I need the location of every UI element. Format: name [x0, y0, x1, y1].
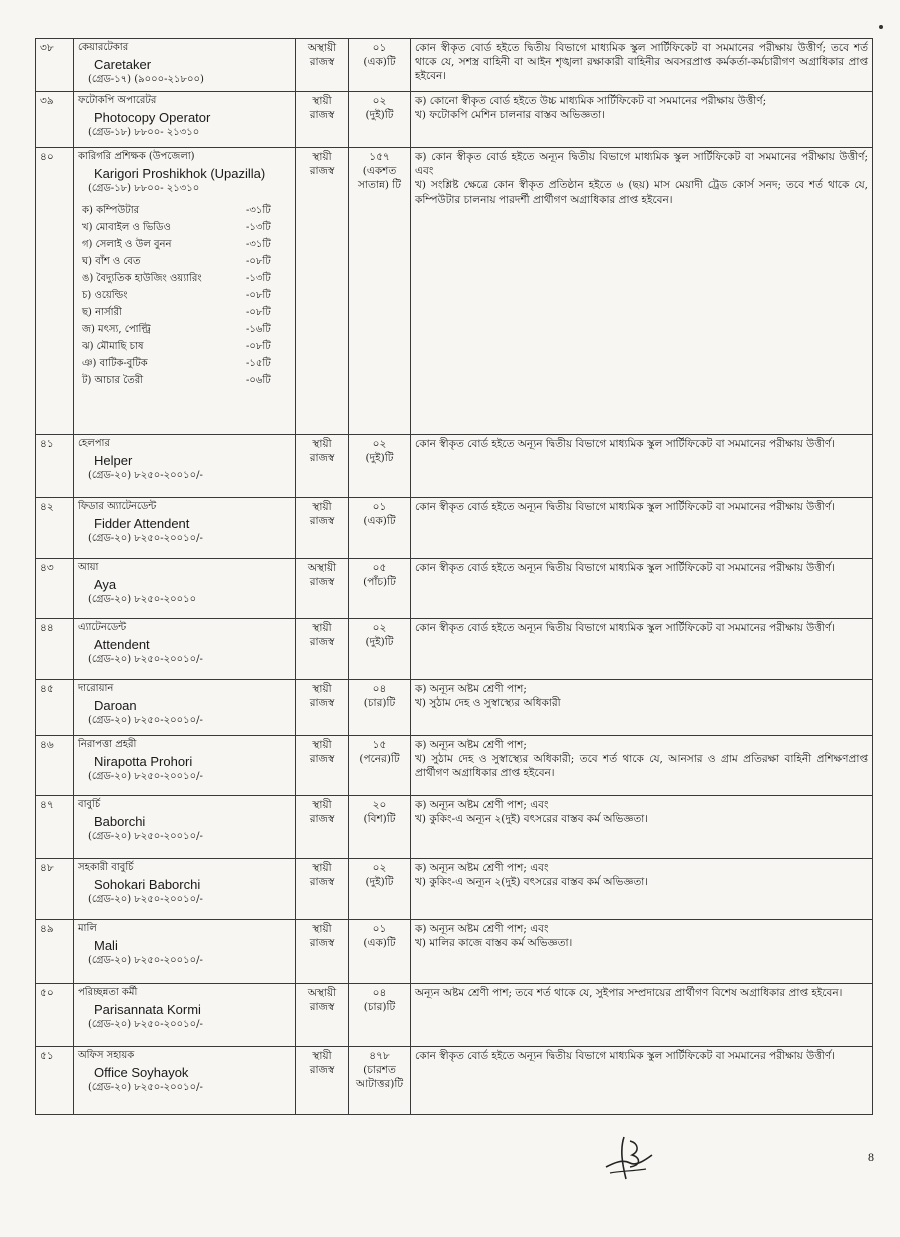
post-count: ০২: [372, 438, 387, 450]
qualification-cell: [411, 39, 873, 92]
post-name-bangla: বাবুর্চি: [78, 799, 101, 810]
post-cell: [74, 435, 296, 498]
type-cell: [296, 498, 349, 559]
qualification-line: খ) সুঠাম দেহ ও সুস্বাস্থ্যের অধিকারী: [415, 697, 561, 710]
qualification-line: ক) অন্যূন অষ্টম শ্রেণী পাশ; এবং: [415, 923, 549, 935]
post-type: রাজস্ব: [309, 636, 335, 649]
post-cell: [74, 559, 296, 619]
trade-count: -০৬টি: [246, 374, 271, 386]
post-type: রাজস্ব: [309, 753, 335, 766]
post-count: (এক)টি: [363, 515, 396, 528]
qualification-cell: [411, 498, 873, 559]
trade-count: -০৮টি: [246, 289, 271, 301]
post-cell: [74, 736, 296, 796]
table-row: [36, 859, 873, 920]
type-cell: [296, 619, 349, 680]
grade-scale: (গ্রেড-২০) ৮২৫০-২০০১০/-: [88, 715, 203, 727]
trade-item: [78, 372, 282, 389]
post-name-english: Caretaker: [94, 56, 152, 72]
count-cell: [349, 148, 411, 435]
grade-scale: (গ্রেড-২০) ৮২৫০-২০০১০: [88, 594, 197, 606]
post-type: রাজস্ব: [309, 1064, 335, 1077]
post-type: স্থায়ী: [312, 1050, 332, 1062]
count-cell: [349, 39, 411, 92]
type-cell: [296, 559, 349, 619]
post-name-bangla: ফিডার অ্যাটেনডেন্ট: [78, 501, 157, 512]
trade-count: -০৮টি: [246, 306, 271, 318]
trade-count: -৩১টি: [246, 204, 271, 216]
qualification-cell: [411, 984, 873, 1047]
post-type: অস্থায়ী: [307, 987, 337, 999]
post-cell: [74, 148, 296, 435]
post-type: অস্থায়ী: [307, 562, 337, 574]
post-cell: [74, 680, 296, 736]
trade-item: [78, 321, 282, 338]
post-count: (একশত: [362, 165, 397, 178]
post-name-english: Sohokari Baborchi: [94, 876, 201, 892]
qualification-line: কোন স্বীকৃত বোর্ড হইতে দ্বিতীয় বিভাগে মাধ্যমিক স্কুল সার্টিফিকেট বা সমমানের পরীক্ষায় উত্তীর্ণ; তবে শর্ত থাকে যে, সশস্ত্র বাহিনী বা আইন শৃঙ্খলা রক্ষাকারী বাহিনীর অবসরপ্রাপ্ত কর্মকর্তা-কর্মচারীগণ অগ্রাধিকার প্রাপ্ত হইবেন।: [415, 42, 868, 83]
table-row: [36, 1047, 873, 1115]
qualification-cell: [411, 148, 873, 435]
post-name-bangla: কেয়ারটেকার: [78, 42, 129, 53]
grade-scale: (গ্রেড-২০) ৮২৫০-২০০১০/-: [88, 533, 203, 545]
post-count: ০২: [372, 862, 387, 874]
qualification-line: খ) সুঠাম দেহ ও সুস্বাস্থ্যের অধিকারী; তবে শর্ত থাকে যে, আনসার ও গ্রাম প্রতিরক্ষা বাহিনী প্রশিক্ষণপ্রাপ্ত প্রার্থীগণ অগ্রাধিকার প্রাপ্ত হইবেন।: [415, 753, 868, 780]
post-type: রাজস্ব: [309, 937, 335, 950]
post-count: ০১: [372, 501, 387, 513]
trade-name: জ) মৎস্য, পোল্ট্রি: [82, 323, 151, 335]
post-name-bangla: অফিস সহায়ক: [78, 1050, 135, 1061]
post-type: রাজস্ব: [309, 56, 335, 69]
trade-count: -১৩টি: [246, 221, 271, 233]
trade-item: [78, 304, 282, 321]
grade-scale: (গ্রেড-১৭) (৯০০০-২১৮০০): [88, 74, 204, 86]
trade-breakdown: [78, 202, 291, 389]
count-cell: [349, 92, 411, 148]
post-cell: [74, 859, 296, 920]
post-name-english: Karigori Proshikhok (Upazilla): [94, 165, 266, 181]
post-name-english: Photocopy Operator: [94, 109, 211, 125]
count-cell: [349, 796, 411, 859]
post-count: (বিশ)টি: [363, 813, 396, 826]
post-count: ০২: [372, 95, 387, 107]
post-count: ১৫: [372, 739, 387, 751]
qualification-cell: [411, 796, 873, 859]
qualification-line: কোন স্বীকৃত বোর্ড হইতে অন্যূন দ্বিতীয় বিভাগে মাধ্যমিক স্কুল সার্টিফিকেট বা সমমানের পরীক্ষায় উত্তীর্ণ।: [415, 1050, 835, 1062]
grade-scale: (গ্রেড-২০) ৮২৫০-২০০১০/-: [88, 1019, 203, 1031]
count-cell: [349, 984, 411, 1047]
grade-scale: (গ্রেড-২০) ৮২৫০-২০০১০/-: [88, 654, 203, 666]
qualification-line: ক) অন্যূন অষ্টম শ্রেণী পাশ;: [415, 739, 527, 751]
trade-count: -৩১টি: [246, 238, 271, 250]
qualification-cell: [411, 736, 873, 796]
post-count: (পনের)টি: [359, 753, 400, 766]
qualification-line: খ) ফটোকপি মেশিন চালনার বাস্তব অভিজ্ঞতা।: [415, 109, 605, 122]
type-cell: [296, 39, 349, 92]
trade-count: -১৬টি: [246, 323, 271, 335]
trade-name: গ) সেলাই ও উল বুনন: [82, 238, 172, 250]
serial-number: ৪০: [36, 148, 74, 435]
post-name-bangla: নিরাপত্তা প্রহরী: [78, 739, 137, 750]
post-type: স্থায়ী: [312, 622, 332, 634]
count-cell: [349, 619, 411, 680]
trade-name: ঝ) মৌমাছি চাষ: [82, 340, 144, 352]
trade-count: -০৮টি: [246, 255, 271, 267]
post-count: (দুই)টি: [365, 452, 394, 465]
post-cell: [74, 984, 296, 1047]
serial-number: ৪১: [36, 435, 74, 498]
post-cell: [74, 619, 296, 680]
qualification-cell: [411, 680, 873, 736]
type-cell: [296, 680, 349, 736]
post-name-bangla: আয়া: [78, 562, 99, 573]
post-name-bangla: এ্যাটেনডেন্ট: [78, 622, 127, 633]
post-type: রাজস্ব: [309, 813, 335, 826]
post-name-bangla: সহকারী বাবুর্চি: [78, 862, 134, 873]
post-type: স্থায়ী: [312, 501, 332, 513]
qualification-line: কোন স্বীকৃত বোর্ড হইতে অন্যূন দ্বিতীয় বিভাগে মাধ্যমিক স্কুল সার্টিফিকেট বা সমমানের পরীক্ষায় উত্তীর্ণ।: [415, 622, 835, 634]
table-row: [36, 619, 873, 680]
serial-number: ৪৯: [36, 920, 74, 984]
trade-name: ঞ) বাটিক-বুটিক: [82, 357, 148, 369]
serial-number: ৪৮: [36, 859, 74, 920]
post-name-english: Parisannata Kormi: [94, 1001, 201, 1017]
grade-scale: (গ্রেড-২০) ৮২৫০-২০০১০/-: [88, 771, 203, 783]
serial-number: ৩৯: [36, 92, 74, 148]
trade-item: [78, 236, 282, 253]
post-cell: [74, 92, 296, 148]
job-vacancy-table: [35, 38, 873, 1115]
type-cell: [296, 859, 349, 920]
table-row: [36, 984, 873, 1047]
qualification-line: ক) অন্যূন অষ্টম শ্রেণী পাশ; এবং: [415, 862, 549, 874]
post-count: (চার)টি: [363, 697, 396, 710]
trade-item: [78, 202, 282, 219]
post-cell: [74, 1047, 296, 1115]
post-cell: [74, 920, 296, 984]
type-cell: [296, 92, 349, 148]
post-type: রাজস্ব: [309, 165, 335, 178]
qualification-cell: [411, 435, 873, 498]
count-cell: [349, 435, 411, 498]
post-type: স্থায়ী: [312, 683, 332, 695]
post-count: ২০: [372, 799, 387, 811]
serial-number: ৩৮: [36, 39, 74, 92]
grade-scale: (গ্রেড-২০) ৮২৫০-২০০১০/-: [88, 894, 203, 906]
type-cell: [296, 435, 349, 498]
grade-scale: (গ্রেড-২০) ৮২৫০-২০০১০/-: [88, 1082, 203, 1094]
type-cell: [296, 984, 349, 1047]
post-type: স্থায়ী: [312, 862, 332, 874]
type-cell: [296, 920, 349, 984]
trade-count: -১৫টি: [246, 357, 271, 369]
qualification-line: অন্যূন অষ্টম শ্রেণী পাশ; তবে শর্ত থাকে যে, সুইপার সম্প্রদায়ের প্রার্থীগণ বিশেষ অগ্রাধিকার প্রাপ্ত হইবেন।: [415, 987, 843, 999]
trade-item: [78, 219, 282, 236]
qualification-cell: [411, 619, 873, 680]
post-type: রাজস্ব: [309, 452, 335, 465]
count-cell: [349, 680, 411, 736]
post-count: (এক)টি: [363, 56, 396, 69]
qualification-line: ক) অন্যূন অষ্টম শ্রেণী পাশ; এবং: [415, 799, 549, 811]
trade-item: [78, 338, 282, 355]
post-type: স্থায়ী: [312, 799, 332, 811]
trade-item: [78, 270, 282, 287]
qualification-cell: [411, 920, 873, 984]
post-count: (দুই)টি: [365, 109, 394, 122]
post-name-english: Helper: [94, 452, 133, 468]
post-count: আটাত্তর)টি: [355, 1078, 404, 1091]
qualification-line: ক) কোনো স্বীকৃত বোর্ড হইতে উচ্চ মাধ্যমিক সার্টিফিকেট বা সমমানের পরীক্ষায় উত্তীর্ণ;: [415, 95, 767, 107]
count-cell: [349, 498, 411, 559]
qualification-line: ক) কোন স্বীকৃত বোর্ড হইতে অন্যূন দ্বিতীয় বিভাগে মাধ্যমিক স্কুল সার্টিফিকেট বা সমমানের পরীক্ষায় উত্তীর্ণ; এবং: [415, 151, 868, 178]
table-row: [36, 920, 873, 984]
post-type: রাজস্ব: [309, 109, 335, 122]
post-count: ০১: [372, 42, 387, 54]
qualification-cell: [411, 92, 873, 148]
post-type: স্থায়ী: [312, 95, 332, 107]
grade-scale: (গ্রেড-২০) ৮২৫০-২০০১০/-: [88, 831, 203, 843]
job-table-body: [36, 39, 873, 1115]
serial-number: ৪৪: [36, 619, 74, 680]
trade-name: ছ) নার্সারী: [82, 306, 122, 318]
post-count: (এক)টি: [363, 937, 396, 950]
trade-name: ক) কম্পিউটার: [82, 204, 140, 216]
table-row: [36, 92, 873, 148]
serial-number: ৫০: [36, 984, 74, 1047]
post-type: স্থায়ী: [312, 151, 332, 163]
post-name-english: Aya: [94, 576, 117, 592]
post-count: ৪৭৮: [369, 1050, 390, 1062]
count-cell: [349, 736, 411, 796]
post-type: রাজস্ব: [309, 697, 335, 710]
post-count: ০৪: [372, 683, 387, 695]
qualification-line: কোন স্বীকৃত বোর্ড হইতে অন্যূন দ্বিতীয় বিভাগে মাধ্যমিক স্কুল সার্টিফিকেট বা সমমানের পরীক্ষায় উত্তীর্ণ।: [415, 562, 835, 574]
qualification-line: কোন স্বীকৃত বোর্ড হইতে অন্যূন দ্বিতীয় বিভাগে মাধ্যমিক স্কুল সার্টিফিকেট বা সমমানের পরীক্ষায় উত্তীর্ণ।: [415, 501, 835, 513]
trade-name: চ) ওয়েল্ডিং: [82, 289, 128, 301]
post-type: স্থায়ী: [312, 438, 332, 450]
signature-mark: [600, 1133, 658, 1183]
post-cell: [74, 796, 296, 859]
qualification-line: কোন স্বীকৃত বোর্ড হইতে অন্যূন দ্বিতীয় বিভাগে মাধ্যমিক স্কুল সার্টিফিকেট বা সমমানের পরীক্ষায় উত্তীর্ণ।: [415, 438, 835, 450]
post-name-english: Fidder Attendent: [94, 515, 190, 531]
post-name-english: Baborchi: [94, 813, 146, 829]
type-cell: [296, 736, 349, 796]
qualification-line: ক) অন্যূন অষ্টম শ্রেণী পাশ;: [415, 683, 527, 695]
trade-item: [78, 287, 282, 304]
page-number: 8: [868, 1150, 874, 1164]
post-type: স্থায়ী: [312, 739, 332, 751]
qualification-line: খ) কুকিং-এ অন্যূন ২(দুই) বৎসরের বাস্তব কর্ম অভিজ্ঞতা।: [415, 876, 649, 889]
post-name-english: Mali: [94, 937, 118, 953]
post-count: (দুই)টি: [365, 636, 394, 649]
serial-number: ৪৬: [36, 736, 74, 796]
post-name-bangla: পরিচ্ছন্নতা কর্মী: [78, 987, 138, 998]
post-count: ০২: [372, 622, 387, 634]
qualification-cell: [411, 559, 873, 619]
post-count: (চারশত: [363, 1064, 396, 1077]
post-type: স্থায়ী: [312, 923, 332, 935]
qualification-line: খ) মালির কাজে বাস্তব কর্ম অভিজ্ঞতা।: [415, 937, 573, 950]
post-type: রাজস্ব: [309, 515, 335, 528]
qualification-line: খ) কুকিং-এ অন্যূন ২(দুই) বৎসরের বাস্তব কর্ম অভিজ্ঞতা।: [415, 813, 649, 826]
count-cell: [349, 1047, 411, 1115]
post-name-english: Nirapotta Prohori: [94, 753, 193, 769]
post-name-bangla: দারোয়ান: [78, 683, 114, 694]
post-name-bangla: হেলপার: [78, 438, 110, 449]
count-cell: [349, 920, 411, 984]
table-row: [36, 148, 873, 435]
post-cell: [74, 498, 296, 559]
post-count: ১৫৭: [369, 151, 390, 163]
count-cell: [349, 559, 411, 619]
serial-number: ৪৩: [36, 559, 74, 619]
qualification-cell: [411, 1047, 873, 1115]
post-type: রাজস্ব: [309, 876, 335, 889]
qualification-line: খ) সংশ্লিষ্ট ক্ষেত্রে কোন স্বীকৃত প্রতিষ্ঠান হইতে ৬ (ছয়) মাস মেয়াদী ট্রেড কোর্স সনদ; তবে শর্ত থাকে যে, কম্পিউটার চালনায় পারদর্শী প্রার্থীগণ অগ্রাধিকার প্রাপ্ত হইবেন।: [415, 179, 868, 206]
trade-item: [78, 253, 282, 270]
post-name-bangla: ফটোকপি অপারেটর: [78, 95, 157, 106]
table-row: [36, 39, 873, 92]
post-name-bangla: কারিগরি প্রশিক্ষক (উপজেলা): [78, 151, 195, 162]
post-name-bangla: মালি: [78, 923, 97, 934]
count-cell: [349, 859, 411, 920]
trade-name: ঙ) বৈদ্যুতিক হাউজিং ওয়্যারিং: [82, 272, 202, 284]
trade-count: -১৩টি: [246, 272, 271, 284]
table-row: [36, 796, 873, 859]
trade-name: ট) আচার তৈরী: [82, 374, 144, 386]
serial-number: ৪৭: [36, 796, 74, 859]
table-row: [36, 680, 873, 736]
post-count: ০৫: [372, 562, 387, 574]
post-count: ০১: [372, 923, 387, 935]
serial-number: ৪২: [36, 498, 74, 559]
grade-scale: (গ্রেড-২০) ৮২৫০-২০০১০/-: [88, 470, 203, 482]
serial-number: ৫১: [36, 1047, 74, 1115]
post-type: রাজস্ব: [309, 1001, 335, 1014]
post-name-english: Office Soyhayok: [94, 1064, 189, 1080]
table-row: [36, 498, 873, 559]
post-count: (দুই)টি: [365, 876, 394, 889]
post-type: অস্থায়ী: [307, 42, 337, 54]
type-cell: [296, 1047, 349, 1115]
post-cell: [74, 39, 296, 92]
post-count: (পাঁচ)টি: [363, 576, 396, 589]
table-row: [36, 559, 873, 619]
grade-scale: (গ্রেড-১৮) ৮৮০০- ২১৩১০: [88, 183, 200, 195]
trade-name: খ) মোবাইল ও ভিডিও: [82, 221, 171, 233]
post-name-english: Attendent: [94, 636, 150, 652]
post-name-english: Daroan: [94, 697, 137, 713]
serial-number: ৪৫: [36, 680, 74, 736]
job-table-sheet: [35, 38, 872, 1115]
table-row: [36, 435, 873, 498]
table-row: [36, 736, 873, 796]
type-cell: [296, 796, 349, 859]
post-count: (চার)টি: [363, 1001, 396, 1014]
trade-count: -০৮টি: [246, 340, 271, 352]
post-count: ০৪: [372, 987, 387, 999]
post-type: রাজস্ব: [309, 576, 335, 589]
ink-mark: [879, 25, 883, 29]
grade-scale: (গ্রেড-২০) ৮২৫০-২০০১০/-: [88, 955, 203, 967]
grade-scale: (গ্রেড-১৮) ৮৮০০- ২১৩১০: [88, 127, 200, 139]
qualification-cell: [411, 859, 873, 920]
trade-name: ঘ) বাঁশ ও বেত: [82, 255, 141, 267]
type-cell: [296, 148, 349, 435]
post-count: সাতান্ন) টি: [357, 179, 402, 192]
trade-item: [78, 355, 282, 372]
